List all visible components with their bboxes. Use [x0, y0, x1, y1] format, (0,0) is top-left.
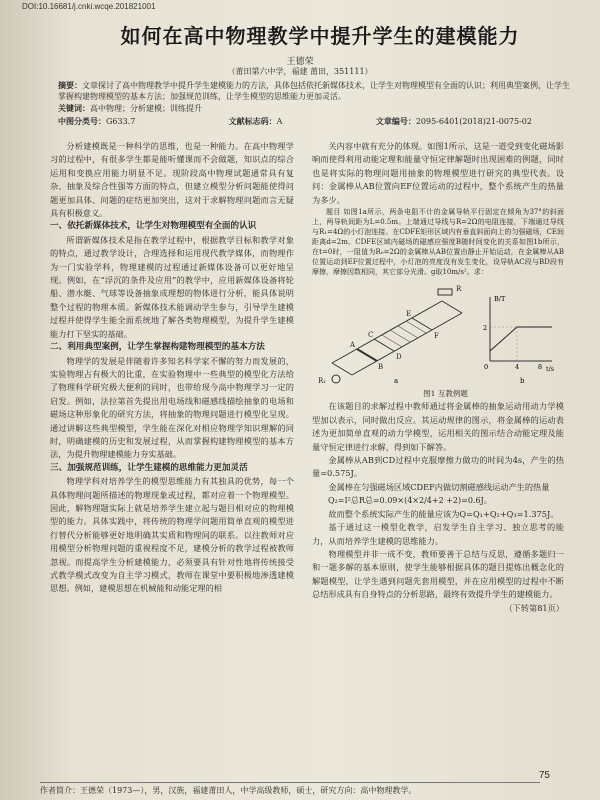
continued-note: （下转第81页）: [504, 602, 564, 613]
figure-a-label: a: [394, 377, 399, 386]
figure-b-tick-8: 8: [538, 363, 543, 372]
figure-b-axis-t: t/s: [546, 365, 555, 374]
figure-b-grid: [490, 327, 517, 361]
class-number: [58, 116, 135, 127]
right-paragraph-3: 金属棒从AB到CD过程中克服摩擦力做功的时间为4s，产生的热量=0.575J。: [312, 455, 564, 479]
class-value: G633.7: [106, 117, 136, 126]
problem-text: 题目 如图1a所示，两条电阻不计的金属导轨平行固定在倾角为37°的斜面上，两导轨间距为L=0.5m。上端通过导线与R=2Ω的电阻连接，下端通过导线与R₁=4Ω的小灯泡连接。在CDFE矩形区域内有垂直斜面向上的匀强磁场，CE间距离d=2m。CDFE区域内磁场的磁感应强度B随时间变化的关系如图1b所示，在t=0时，一阻值为R₀=2Ω的金属棒从AB位置由静止开始运动，在金属棒从AB位置运动到EF位置过程中，小灯泡的亮度没有发生变化，设导轨AC段与BD段有摩擦，摩擦因数相同，其它部分光滑。g取10m/s²。求：: [312, 208, 564, 277]
article-value: 2095-6401(2018)21-0075-02: [415, 117, 532, 126]
fig-letter-r: R: [456, 285, 462, 294]
class-label: 中图分类号：: [58, 117, 106, 126]
figure-a-letters: [318, 285, 462, 385]
author-footnote: 作者简介：王德荣（1973—），男，汉族，福建莆田人，中学高级教师，硕士，研究方向：高中物理教学。: [40, 782, 540, 796]
fig-letter-a: A: [350, 341, 356, 350]
section-heading-1: 一、依托新媒体技术，让学生对物理模型有全面的认识: [50, 221, 257, 232]
article-label: 文章编号：: [375, 117, 416, 126]
right-paragraph-5: 故而整个系统实际产生的能量应该为Q=Q₁+Q₂+Q₃=1.375J。: [328, 508, 559, 519]
section-2-paragraph: 物理学的发展是伴随着许多知名科学家不懈的努力而发展的，实验物理占有极大的比重，在实验物理中一些典型的模型化方法给了物理科学研究极大便利的同时，也带给现今高中物理学习一定的启发。例如，法拉第首先提出用电场线和磁感线描绘抽象的电场和磁场这种形象化的研究方法，将抽象的物理问题进行模型化呈现。通过讲解这些典型模型，学生能在深化对相应物理学知识理解的同时，明确建模的历史和发展过程，从而掌握构建物理模型的基本方法，为提升物理建模能力夯实基础。: [50, 355, 294, 460]
figure-caption: 图1 互教例题: [423, 389, 468, 399]
article-number: [376, 116, 532, 127]
article-author: 王德荣: [286, 57, 314, 67]
doc-value: A: [276, 117, 283, 126]
article-affiliation: （莆田第六中学，福建 莆田，351111）: [227, 67, 373, 76]
fig-letter-r1: R₁: [318, 377, 327, 386]
section-heading-2: 二、利用典型案例，让学生掌握构建物理模型的基本方法: [50, 342, 265, 353]
fig-letter-c: C: [368, 331, 374, 340]
heat-formula: Q₂=I²总R总=0.09×(4×2/4+2 +2)=0.6J。: [328, 496, 492, 506]
right-paragraph-1: 关内容中就有充分的体现。如图1所示，这是一道受到变化磁场影响而使得利用动能定理和能量守恒定律解题时出现困难的例题，同时也是将实际的物理问题用抽象的物理模型进行研究的典型代表。设问：金属棒从AB位置向EF位置运动的过程中，整个系统产生的热量为多少。: [312, 141, 564, 205]
figure-a-rails: [332, 301, 462, 375]
classification-row: [58, 116, 572, 127]
doc-label: 文献标志码：: [228, 117, 277, 126]
figure-b-tick-4: 4: [515, 363, 520, 372]
right-paragraph-4: 金属棒在匀强磁场区域CDEF内做切割磁感线运动产生的热量: [328, 481, 550, 492]
fig-letter-d: D: [396, 353, 402, 362]
abstract-label: 摘要：: [58, 81, 82, 90]
figure-b-axes: [490, 297, 552, 361]
fig-letter-b: B: [378, 363, 384, 372]
left-column: [50, 140, 294, 780]
keywords-label: 关键词：: [58, 104, 90, 113]
section-1-paragraph: 所谓新媒体技术是指在教学过程中，根据教学目标和教学对象的特点，通过教学设计，合理选择和运用现代教学媒体，而物理作为一门实验学科，物理建模的过程通过新媒体设备可以更好地呈现。例如，在“浮沉的条件及应用”的教学中，应用新媒体设备将轮船、潜水艇、气球等设备抽象成理想的物体进行分析，能具体说明整个过程的物理本质。新媒体技术能调动学生参与，引导学生建模过程并使得学生能全面系统地了解各类物理模型，为提升学生建模能力打下坚实的基础。: [50, 234, 294, 339]
figure-b-tick-2: 2: [483, 324, 488, 333]
right-column: [312, 140, 564, 765]
figure-b-curve: [490, 327, 552, 351]
article-title: 如何在高中物理教学中提升学生的建模能力: [120, 24, 520, 48]
fig-letter-e: E: [406, 310, 412, 319]
section-heading-3: 三、加强规范训练，让学生建模的思维能力更加灵活: [50, 462, 248, 473]
doc-code: [229, 116, 283, 127]
right-paragraph-6: 基于通过这一模型化教学，启发学生自主学习、独立思考的能力，从而培养学生建模的思维能力。: [312, 522, 564, 546]
intro-paragraph: 分析建模既是一种科学的思维，也是一种能力。在高中物理学习的过程中，有很多学生都是能听懂课而不会做题，知识点的综合运用和变换应用能力明显不足。现阶段高中物理试题通常具有复杂、抽象及综合性强等方面的特点，但建立模型分析问题能使得问题更加具体、问题的症结更加突出，这对于求解物理问题而言无疑具有积极意义。: [50, 141, 294, 219]
fig-letter-f: F: [434, 332, 439, 341]
abstract: [58, 80, 572, 102]
section-3-paragraph: 物理学科对培养学生的模型思维能力有其独具的优势，每一个具体物理问题所描述的物理现象或过程，都对应着一个物理模型。因此，解物理题实际上就是培养学生建立起与题目相对应的物理模型的能力。具体实践中，将传统的物理学问题用简单直观的模型进行替代分析能够更好地明确其实质和物理间的联系。以往教师对应用模型分析物理问题的重视程度不足，建模分析的教学过程被教师忽视。而提高学生分析建模能力，必须要具有针对性地将传统接受式教学模式改变为自主学习模式，教师在课堂中要积极地渗透建模思想。例如，建模思想在机械能和动能定理的相: [50, 476, 294, 594]
keywords: [58, 103, 572, 114]
figure-b-label: b: [520, 377, 525, 386]
keywords-text: 高中物理；分析建模；训练提升: [90, 104, 202, 113]
figure-b-axis-b: B/T: [494, 295, 506, 304]
figure-b-tick-0: 0: [484, 363, 489, 372]
right-paragraph-2: 在该题目的求解过程中教师通过将金属棒的抽象运动用动力学模型加以表示，同时做出反应。其运动规律的图示，将金属棒的运动表述为更加简单直观的动力学模型，运用相关的图示结合动能定理及能量守恒定律进行求解，得到如下解答。: [312, 401, 564, 452]
figure-1: [312, 279, 564, 385]
abstract-text: 文章探讨了高中物理教学中提升学生建模能力的方法，具体包括依托新媒体技术，让学生对物理模型有全面的认识；利用典型案例，让学生掌握构建物理模型的基本方法；加强规范训练，让学生模型的思维能力更加灵活。: [58, 81, 570, 101]
doi-label: DOI:10.16681/j.cnki.wcqe.201821001: [22, 2, 156, 11]
page-number: 75: [538, 770, 550, 781]
figure-a-field-region: [382, 321, 426, 347]
figure-1-diagram: [312, 279, 564, 385]
right-paragraph-7: 物理模型并非一成不变，教师要善于总结与反思，遵循多题归一和一题多解的基本原则，使学生能够根据具体的题目提炼出概念化的解题模型，让学生遇到问题先套用模型，并在应用模型的过程中不断总结形成具有自身特点的分析思路，最终有效提升学生的建模能力。: [312, 548, 564, 600]
